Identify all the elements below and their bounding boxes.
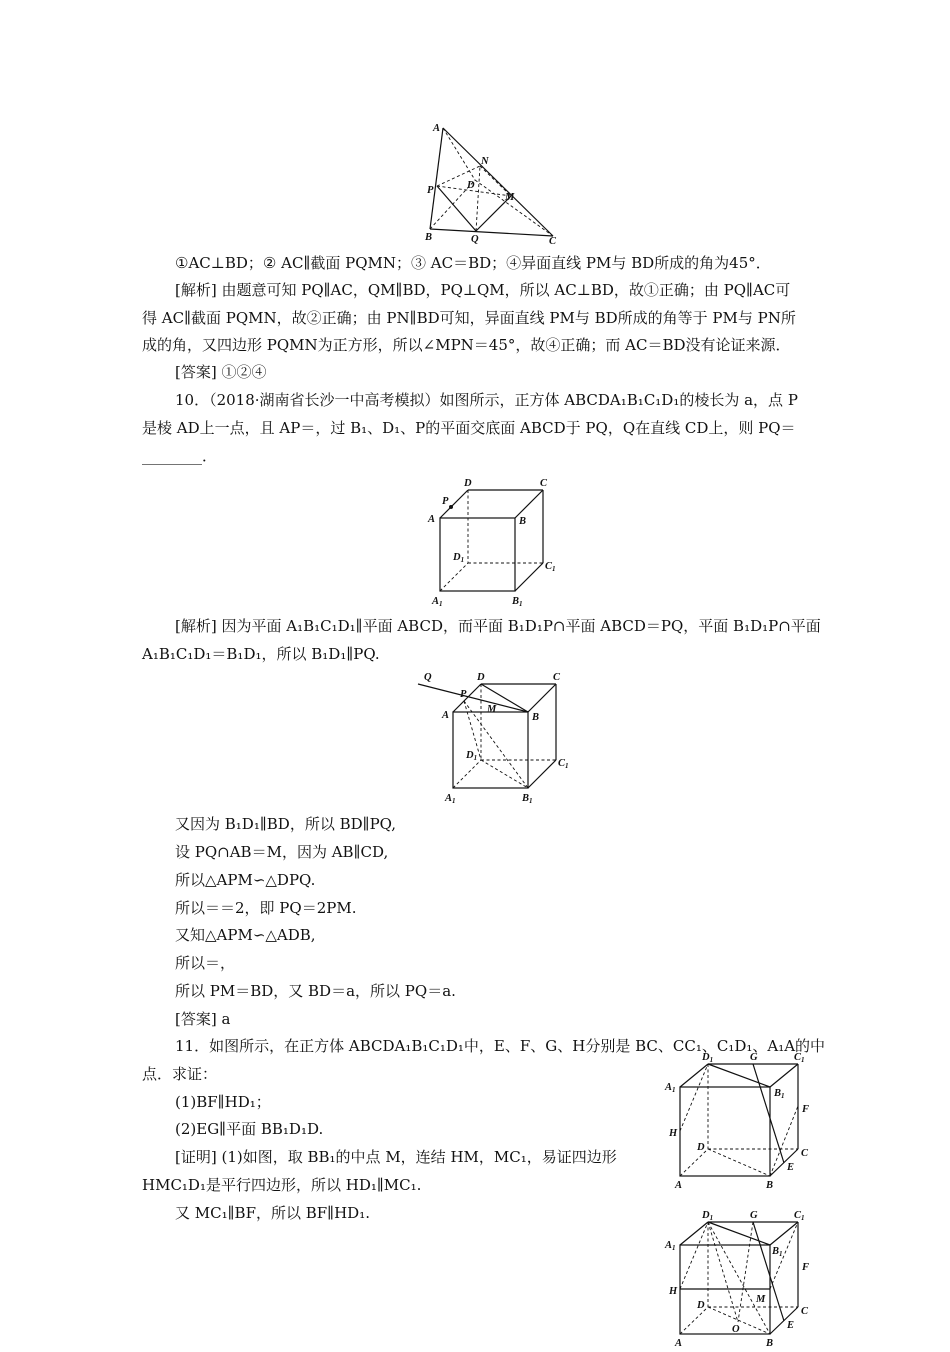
text-line-8: ________． (142, 447, 218, 465)
label-O: O (732, 1324, 740, 1335)
text-line-12: 设 PQ∩AB＝M，因为 AB∥CD, (175, 843, 389, 861)
text-line-9: [解析] 因为平面 A₁B₁C₁D₁∥平面 ABCD，而平面 B₁D₁P∩平面 ABCD＝PQ，平面 B₁D₁P∩平面 (175, 617, 821, 635)
text-line-22: (2)EG∥平面 BB₁D₁D. (175, 1120, 324, 1138)
text-line-2: [解析] 由题意可知 PQ∥AC，QM∥BD，PQ⊥QM，所以 AC⊥BD，故①正确；由 PQ∥AC可 (175, 281, 791, 299)
label-A1: A1 (445, 793, 456, 805)
label-D: D (477, 672, 485, 683)
label-C1: C1 (558, 758, 569, 770)
text-line-25: 又 MC₁∥BF，所以 BF∥HD₁. (175, 1204, 370, 1222)
label-D1: D1 (702, 1210, 714, 1222)
text-line-21: (1)BF∥HD₁； (175, 1093, 271, 1111)
text-line-19: 11．如图所示，在正方体 ABCDA₁B₁C₁D₁中，E、F、G、H分别是 BC、CC₁、C₁D₁、A₁A的中 (175, 1037, 826, 1055)
text-line-5: [答案] ①②④ (175, 363, 267, 381)
label-M: M (487, 704, 497, 715)
label-B: B (766, 1180, 774, 1191)
label-A: A (433, 123, 441, 134)
text-line-16: 所以＝， (175, 954, 236, 972)
label-B1: B1 (512, 596, 523, 608)
label-C: C (553, 672, 561, 683)
text-line-20: 点．求证： (142, 1065, 218, 1083)
label-C: C (801, 1148, 809, 1159)
label-C: C (540, 478, 548, 489)
text-line-1: ①AC⊥BD；② AC∥截面 PQMN；③ AC＝BD；④异面直线 PM与 BD所成的角为45°． (175, 254, 771, 272)
label-A: A (442, 710, 450, 721)
label-C1: C1 (794, 1210, 805, 1222)
label-B1: B1 (774, 1088, 785, 1100)
label-C1: C1 (545, 561, 556, 573)
label-E: E (787, 1320, 795, 1331)
label-C: C (549, 236, 557, 247)
label-P: P (442, 496, 449, 507)
label-D1: D1 (453, 552, 465, 564)
label-H: H (669, 1128, 678, 1139)
text-line-24: HMC₁D₁是平行四边形，所以 HD₁∥MC₁. (142, 1176, 422, 1194)
label-G: G (750, 1210, 758, 1221)
label-A: A (428, 514, 436, 525)
label-Q: Q (424, 672, 432, 683)
label-F: F (802, 1104, 810, 1115)
label-D: D (464, 478, 472, 489)
label-D: D (697, 1300, 705, 1311)
label-D: D (467, 180, 475, 191)
label-H: H (669, 1286, 678, 1297)
label-M: M (756, 1294, 766, 1305)
text-line-7: 是棱 AD上一点，且 AP＝，过 B₁、D₁、P的平面交底面 ABCD于 PQ，Q在直线 CD上，则 PQ＝ (142, 419, 796, 437)
label-A1: A1 (665, 1082, 676, 1094)
text-line-13: 所以△APM∽△DPQ. (175, 871, 316, 889)
text-line-3: 得 AC∥截面 PQMN，故②正确；由 PN∥BD可知，异面直线 PM与 BD所成的角等于 PM与 PN所 (142, 309, 796, 327)
text-line-23: [证明] (1)如图，取 BB₁的中点 M，连结 HM，MC₁，易证四边形 (175, 1148, 617, 1166)
label-C: C (801, 1306, 809, 1317)
label-Q: Q (471, 234, 479, 245)
label-B: B (766, 1338, 774, 1349)
label-E: E (787, 1162, 795, 1173)
label-A: A (675, 1180, 683, 1191)
label-D: D (697, 1142, 705, 1153)
text-line-11: 又因为 B₁D₁∥BD，所以 BD∥PQ, (175, 815, 396, 833)
label-F: F (802, 1262, 810, 1273)
label-B1: B1 (772, 1246, 783, 1258)
cube-figure-3 (660, 1046, 820, 1194)
label-P: P (460, 689, 467, 700)
label-B: B (532, 712, 540, 723)
text-line-18: [答案] a (175, 1010, 231, 1028)
label-N: N (481, 156, 489, 167)
label-M: M (505, 192, 515, 203)
label-B: B (519, 516, 527, 527)
text-line-10: A₁B₁C₁D₁＝B₁D₁，所以 B₁D₁∥PQ. (142, 645, 380, 663)
text-line-15: 又知△APM∽△ADB, (175, 926, 316, 944)
label-D1: D1 (466, 750, 478, 762)
text-line-6: 10．（2018·湖南省长沙一中高考模拟）如图所示，正方体 ABCDA₁B₁C₁D₁的棱长为 a，点 P (175, 391, 798, 409)
label-A1: A1 (665, 1240, 676, 1252)
label-C1: C1 (794, 1052, 805, 1064)
label-D1: D1 (702, 1052, 714, 1064)
cube-figure-2 (412, 668, 577, 808)
label-A1: A1 (432, 596, 443, 608)
text-line-14: 所以＝＝2，即 PQ＝2PM. (175, 899, 357, 917)
label-B: B (425, 232, 433, 243)
label-P: P (427, 185, 434, 196)
label-G: G (750, 1052, 758, 1063)
text-line-4: 成的角，又四边形 PQMN为正方形，所以∠MPN＝45°，故④正确；而 AC＝BD没有论证来源． (142, 336, 791, 354)
label-B1: B1 (522, 793, 533, 805)
tetrahedron-figure (415, 118, 575, 248)
cube-figure-4 (660, 1204, 820, 1349)
label-A: A (675, 1338, 683, 1349)
text-line-17: 所以 PM＝BD，又 BD＝a，所以 PQ＝a. (175, 982, 456, 1000)
cube-figure-1 (420, 474, 570, 609)
